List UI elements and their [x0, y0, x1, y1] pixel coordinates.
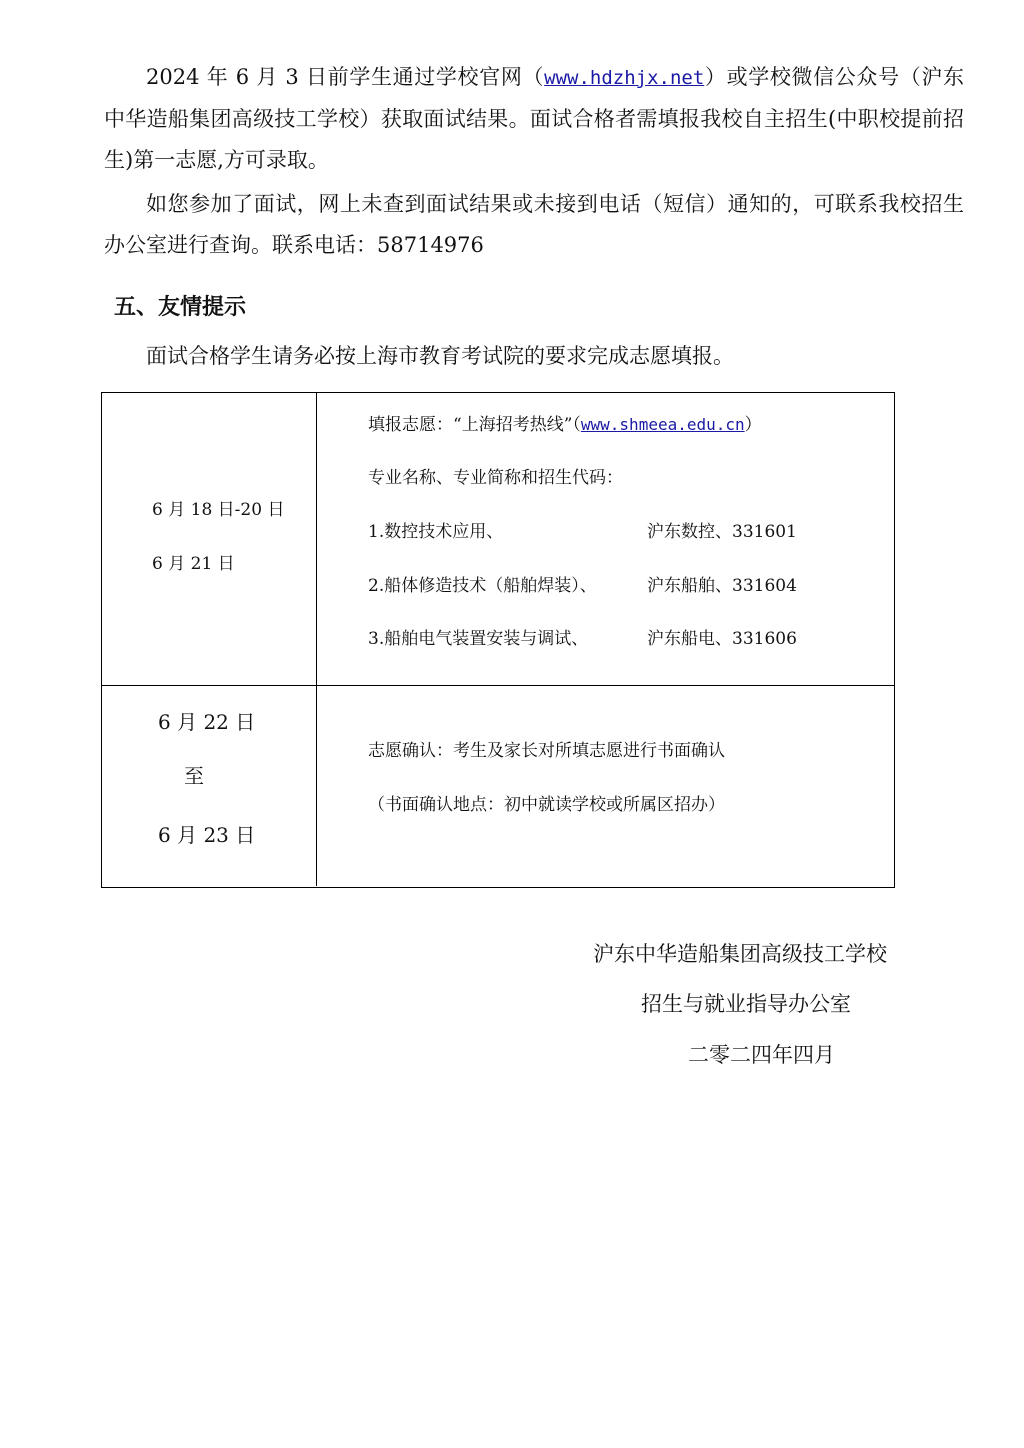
- table-row: [102, 393, 894, 686]
- confirm-date-end: 6 月 23 日: [158, 823, 256, 847]
- fill-close: ）: [744, 415, 762, 435]
- section-heading: 五、友情提示: [114, 295, 247, 320]
- schedule-table: [101, 392, 895, 888]
- fill-label: 填报志愿：: [368, 415, 453, 435]
- date-cell: [102, 686, 317, 886]
- date-cell: [102, 393, 317, 685]
- major-code: 沪东船电、331606: [647, 629, 797, 649]
- major-code: 沪东船舶、331604: [647, 576, 797, 596]
- fill-date-range: 6 月 18 日-20 日: [152, 500, 285, 520]
- fill-date-extra: 6 月 21 日: [152, 554, 235, 574]
- confirm-date-start: 6 月 22 日: [158, 710, 256, 734]
- signature-school: 沪东中华造船集团高级技工学校: [593, 942, 887, 966]
- fill-site: “上海招考热线”（: [453, 415, 581, 435]
- school-website-link[interactable]: www.hdzhjx.net: [544, 67, 705, 89]
- inquiry-paragraph: 如您参加了面试，网上未查到面试结果或未接到电话（短信）通知的，可联系我校招生办公室进行查询。联系电话：58714976: [104, 192, 964, 257]
- major-name: 2.船体修造技术（船舶焊装）、: [368, 576, 597, 596]
- majors-title: 专业名称、专业简称和招生代码：: [368, 468, 623, 488]
- section-intro: 面试合格学生请务必按上海市教育考试院的要求完成志愿填报。: [146, 344, 734, 368]
- major-code: 沪东数控、331601: [647, 522, 797, 542]
- major-name: 1.数控技术应用、: [368, 522, 504, 542]
- confirm-location: （书面确认地点：初中就读学校或所属区招办）: [368, 795, 725, 815]
- fill-instruction: [368, 410, 762, 435]
- signature-date: 二零二四年四月: [688, 1043, 835, 1067]
- result-notice-text-start: 2024 年 6 月 3 日前学生通过学校官网（: [146, 65, 545, 89]
- major-name: 3.船舶电气装置安装与调试、: [368, 629, 589, 649]
- result-notice-paragraph: [104, 57, 964, 181]
- signature-office: 招生与就业指导办公室: [641, 992, 851, 1016]
- confirm-instruction: 志愿确认：考生及家长对所填志愿进行书面确认: [368, 741, 725, 761]
- shmeea-link[interactable]: www.shmeea.edu.cn: [580, 415, 745, 434]
- table-row: [102, 686, 894, 886]
- result-notice-text-end: ）或学校微信公众号（沪东中华造船集团高级技工学校）获取面试结果。面试合格者需填报我校自主招生(中职校提前招生)第一志愿,方可录取。: [104, 65, 964, 172]
- confirm-date-to: 至: [184, 764, 204, 788]
